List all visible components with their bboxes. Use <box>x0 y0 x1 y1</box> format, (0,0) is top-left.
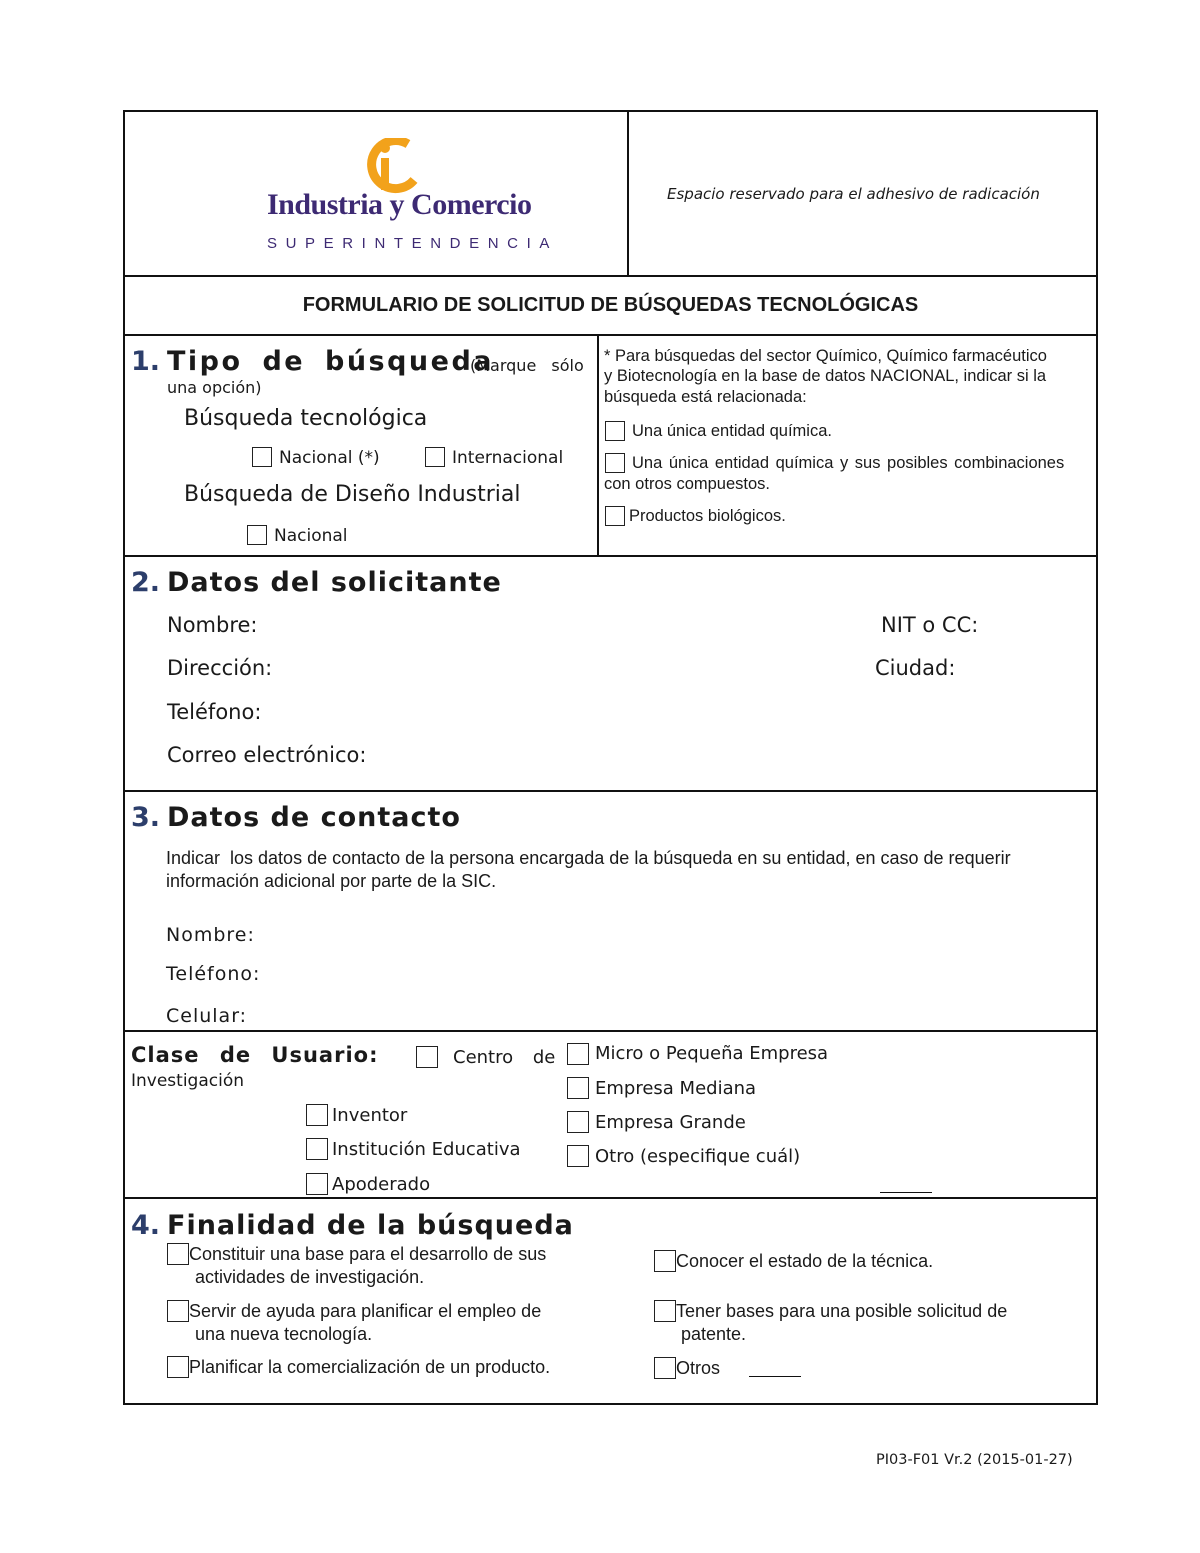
purpose-opt2-checkbox[interactable] <box>167 1300 189 1322</box>
purpose-opt3-checkbox[interactable] <box>167 1356 189 1378</box>
adhesive-space-note: Espacio reservado para el adhesivo de radicación <box>667 185 1040 203</box>
purpose-opt5-label: Tener bases para una posible solicitud de <box>676 1301 1008 1321</box>
logo-tagline: SUPERINTENDENCIA <box>267 235 558 252</box>
empresa-grande-label: Empresa Grande <box>595 1112 746 1133</box>
internacional-checkbox[interactable] <box>425 447 445 467</box>
purpose-otros-blank[interactable] <box>749 1376 801 1377</box>
inventor-checkbox[interactable] <box>306 1104 328 1126</box>
section3-number: 3. <box>131 802 161 833</box>
tech-search-heading: Búsqueda tecnológica <box>184 406 428 431</box>
design-nacional-checkbox[interactable] <box>247 525 267 545</box>
centro-label: Centro de <box>453 1047 556 1068</box>
purpose-opt6-label: Otros <box>676 1358 721 1378</box>
form-code: PI03-F01 Vr.2 (2015-01-27) <box>876 1452 1073 1468</box>
chem-opt2-label-cont: con otros compuestos. <box>604 475 770 493</box>
empresa-grande-checkbox[interactable] <box>567 1111 589 1133</box>
contact-name-label: Nombre: <box>166 924 255 946</box>
section4-number: 4. <box>131 1210 161 1241</box>
institucion-label: Institución Educativa <box>332 1139 521 1160</box>
purpose-opt4-label: Conocer el estado de la técnica. <box>676 1251 934 1271</box>
section3-title: Datos de contacto <box>167 802 461 833</box>
nacional-checkbox[interactable] <box>252 447 272 467</box>
applicant-name-label: Nombre: <box>167 613 258 637</box>
institucion-checkbox[interactable] <box>306 1138 328 1160</box>
contact-desc-line1: Indicar los datos de contacto de la persona encargada de la búsqueda en su entidad, en caso de requerir <box>166 848 1011 868</box>
purpose-opt6-checkbox[interactable] <box>654 1357 676 1379</box>
purpose-opt2-label-cont: una nueva tecnología. <box>195 1324 373 1344</box>
contact-desc-line2: información adicional por parte de la SIC. <box>166 871 497 891</box>
applicant-city-label: Ciudad: <box>875 656 956 680</box>
otro-usuario-blank[interactable] <box>880 1192 932 1193</box>
internacional-label: Internacional <box>452 448 564 468</box>
applicant-nit-label: NIT o CC: <box>881 613 979 637</box>
applicant-phone-label: Teléfono: <box>167 700 262 724</box>
empresa-mediana-label: Empresa Mediana <box>595 1078 757 1099</box>
section2-number: 2. <box>131 567 161 598</box>
inventor-label: Inventor <box>332 1105 408 1126</box>
user-class-label: Clase de Usuario: <box>131 1043 379 1067</box>
otro-usuario-checkbox[interactable] <box>567 1145 589 1167</box>
centro-investigacion-checkbox[interactable] <box>416 1046 438 1068</box>
micro-empresa-checkbox[interactable] <box>567 1043 589 1065</box>
section1-note-cont: una opción) <box>167 378 262 397</box>
chem-opt3-label: Productos biológicos. <box>629 507 786 525</box>
apoderado-checkbox[interactable] <box>306 1173 328 1195</box>
purpose-opt4-checkbox[interactable] <box>654 1250 676 1272</box>
chem-note-line3: búsqueda está relacionada: <box>604 388 807 406</box>
micro-empresa-label: Micro o Pequeña Empresa <box>595 1043 829 1064</box>
chem-note-line2: y Biotecnología en la base de datos NACIONAL, indicar si la <box>604 367 1047 385</box>
purpose-opt1-label: Constituir una base para el desarrollo de sus <box>189 1244 547 1264</box>
contact-mobile-label: Celular: <box>166 1005 248 1027</box>
purpose-opt5-checkbox[interactable] <box>654 1300 676 1322</box>
design-search-heading: Búsqueda de Diseño Industrial <box>184 482 521 507</box>
section1-title: Tipo de búsqueda <box>167 346 495 377</box>
chem-opt3-checkbox[interactable] <box>605 506 625 526</box>
purpose-opt5-label-cont: patente. <box>681 1324 747 1344</box>
nacional-label: Nacional (*) <box>279 448 380 468</box>
logo-name: Industria y Comercio <box>267 188 532 221</box>
chem-opt1-checkbox[interactable] <box>605 421 625 441</box>
apoderado-label: Apoderado <box>332 1174 431 1195</box>
empresa-mediana-checkbox[interactable] <box>567 1077 589 1099</box>
chem-note-line1: * Para búsquedas del sector Químico, Químico farmacéutico <box>604 347 1047 365</box>
otro-usuario-label: Otro (especifique cuál) <box>595 1146 801 1167</box>
section1-number: 1. <box>131 346 161 377</box>
section4-title: Finalidad de la búsqueda <box>167 1210 574 1241</box>
chem-opt2-checkbox[interactable] <box>605 453 625 473</box>
section1-note: (Marque sólo <box>470 356 584 375</box>
contact-phone-label: Teléfono: <box>166 963 261 985</box>
section2-title: Datos del solicitante <box>167 567 502 598</box>
applicant-email-label: Correo electrónico: <box>167 743 367 767</box>
centro-label-cont: Investigación <box>131 1071 245 1091</box>
form-title: FORMULARIO DE SOLICITUD DE BÚSQUEDAS TECNOLÓGICAS <box>302 294 919 316</box>
purpose-opt2-label: Servir de ayuda para planificar el empleo de <box>189 1301 542 1321</box>
purpose-opt1-checkbox[interactable] <box>167 1243 189 1265</box>
chem-opt1-label: Una única entidad química. <box>632 422 832 440</box>
chem-opt2-label: Una única entidad química y sus posibles combinaciones <box>632 454 1065 472</box>
purpose-opt1-label-cont: actividades de investigación. <box>195 1267 425 1287</box>
purpose-opt3-label: Planificar la comercialización de un producto. <box>189 1357 551 1377</box>
applicant-address-label: Dirección: <box>167 656 273 680</box>
design-nacional-label: Nacional <box>274 526 348 546</box>
